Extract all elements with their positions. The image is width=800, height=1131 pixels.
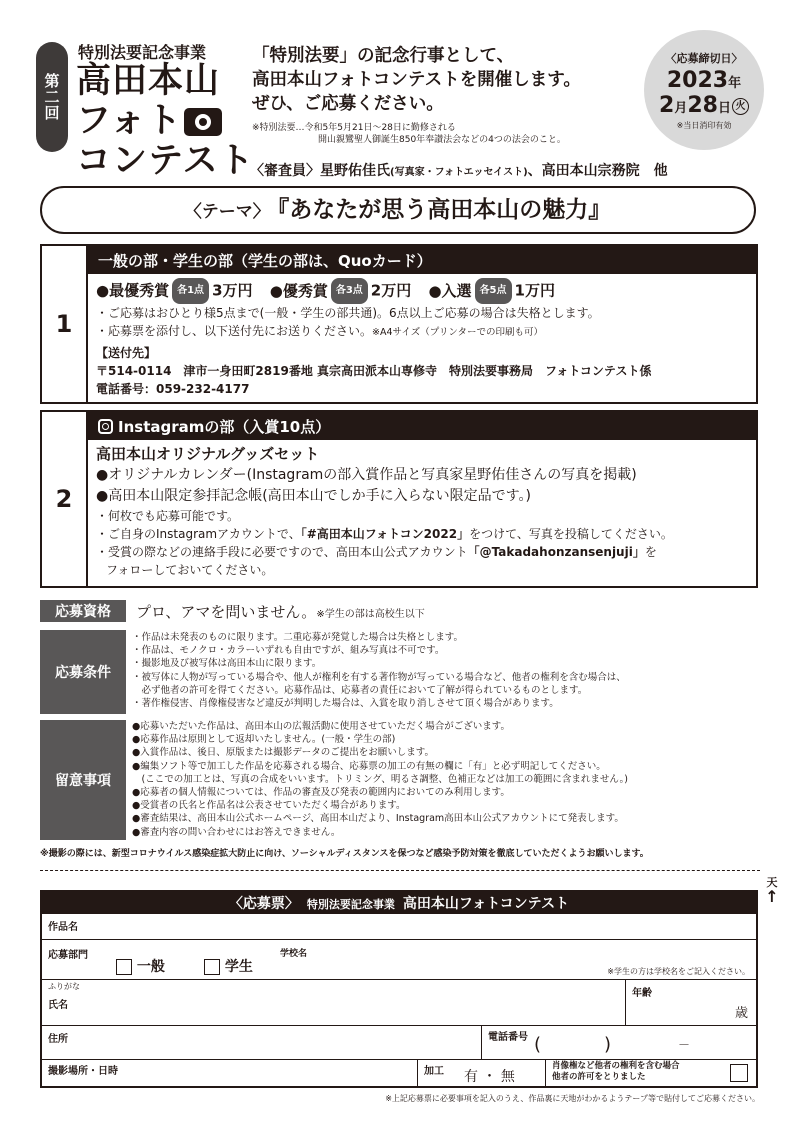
tel-field[interactable]	[482, 1026, 756, 1060]
conditions-label: 応募条件	[40, 630, 126, 714]
title-line2	[76, 101, 222, 141]
dept-row	[42, 940, 756, 980]
school-label: 学校名	[280, 949, 308, 959]
sec1-rule2: ・応募票を添付し、以下送付先にお送りください。	[96, 324, 373, 338]
note-item: ●受賞者の氏名と作品名は公表させていただく場合があります。	[132, 800, 406, 812]
judge-role: (写真家・フォトエッセイスト)	[390, 167, 528, 178]
title-line1: 高田本山	[76, 61, 221, 101]
entry-form	[40, 890, 758, 1088]
deadline-note: ※当日消印有効	[676, 121, 732, 130]
tel-label: 電話番号	[488, 1032, 528, 1043]
form-footer-note: ※上記応募票に必要事項を記入のうえ、作品裏に天地がわかるようテープ等で貼付してご応募ください。	[385, 1094, 760, 1103]
condition-item: ・作品は、モノクロ・カラーいずれも自由ですが、組み写真は不可です。	[132, 645, 445, 657]
condition-item: ・作品は未発表のものに限ります。二重応募が発覚した場合は失格とします。	[132, 632, 463, 643]
prize-excellent-amount: 2万円	[370, 281, 412, 300]
edit-label: 加工	[424, 1066, 444, 1077]
general-label: 一般	[136, 959, 165, 975]
sec1-rule2-note: ※A4サイズ（プリンターでの印刷も可）	[372, 327, 543, 338]
student-checkbox[interactable]	[204, 959, 220, 975]
form-title: 〈応募票〉	[228, 896, 299, 912]
prizes-row	[96, 278, 748, 304]
intro-line3: ぜひ、ご応募ください。	[252, 94, 444, 114]
general-checkbox[interactable]	[116, 959, 132, 975]
hashtag: 「#高田本山フォトコン2022」	[300, 527, 470, 541]
goods-title: 高田本山オリジナルグッズセット	[96, 445, 320, 463]
header-subtitle: 特別法要記念事業	[78, 43, 207, 62]
deadline-badge	[644, 30, 764, 150]
address-row	[42, 1026, 756, 1060]
edition-tab: 第二回	[36, 42, 68, 152]
section-instagram	[40, 410, 758, 588]
goods-calendar: ●オリジナルカレンダー(Instagramの部入賞作品と写真家星野佑佳さんの写真を掲載)	[96, 467, 637, 483]
prize-grand: ●最優秀賞	[96, 281, 170, 300]
special-note-line1: ※特別法要…令和5年5月21日～28日に勤修される	[252, 123, 456, 133]
instagram-account: 「@Takadahonzansenjuji」	[467, 545, 645, 559]
note-item: ●応募者の個人情報については、作品の審査及び発表の範囲内においてのみ利用します。	[132, 787, 510, 799]
prize-selected: ●入選	[428, 281, 472, 300]
address-label: 住所	[48, 1034, 68, 1045]
prize-grand-amount: 3万円	[212, 281, 253, 300]
condition-item: ・著作権侵害、肖像権侵害など違反が判明した場合は、入賞を取り消しさせて頂く場合があります。	[132, 698, 559, 710]
age-label: 年齢	[632, 988, 652, 999]
place-label: 撮影場所・日時	[48, 1066, 118, 1077]
section-number-2: 2	[55, 485, 73, 513]
age-unit: 歳	[734, 1006, 748, 1021]
deadline-month: 2	[659, 93, 675, 118]
sec2-rule2-end: をつけて、写真を投稿してください。	[469, 527, 673, 541]
tel-paren-close: )	[604, 1034, 612, 1055]
place-field[interactable]	[42, 1060, 418, 1086]
address-field[interactable]	[42, 1026, 482, 1060]
prize-excellent: ●優秀賞	[269, 281, 328, 300]
name-row	[42, 980, 756, 1026]
qualification-label: 応募資格	[40, 600, 126, 622]
note-item: ●審査結果は、高田本山公式ホームページ、高田本山だより、Instagram高田本山公式アカウントにて発表します。	[132, 813, 624, 825]
note-item: ●応募作品は原則として返却いたしません。(一般・学生の部)	[132, 734, 396, 746]
title-line3: コンテスト	[76, 141, 255, 181]
place-row	[42, 1060, 756, 1086]
form-subtitle: 特別法要記念事業	[306, 898, 395, 911]
special-note-line2: 開山親鸞聖人御誕生850年奉讃法会などの4つの法会のこと。	[318, 135, 566, 145]
cut-line	[40, 870, 760, 871]
deadline-year: 2023	[666, 68, 729, 93]
form-header	[42, 892, 756, 914]
rights-checkbox[interactable]	[730, 1064, 748, 1082]
camera-icon	[184, 108, 222, 136]
condition-item: 必ず他者の許可を得てください。応募作品は、応募者の責任において了解が得られているものとします。	[132, 684, 588, 696]
note-item: ●編集ソフト等で加工した作品を応募される場合、応募票の加工の有無の欄に「有」と必ず明記してください。	[132, 760, 606, 772]
section-general	[40, 244, 758, 404]
intro-text	[252, 44, 581, 116]
tel-paren-open: (	[534, 1034, 542, 1055]
deadline-month-unit: 月	[674, 101, 688, 116]
prize-grand-count: 各1点	[172, 278, 209, 304]
theme-banner	[40, 186, 756, 234]
qualification-text	[136, 601, 425, 622]
sec2-rule4: フォローしておいてください。	[106, 563, 274, 577]
goods-notebook: ●高田本山限定参拝記念帳(高田本山でしか手に入らない限定品です。)	[96, 488, 532, 504]
note-item: ●審査内容の問い合わせにはお答えできません。	[132, 826, 341, 838]
dept-student[interactable]	[204, 956, 253, 976]
note-item: ●応募いただいた作品は、高田本山の広報活動に使用させていただく場合がございます。	[132, 721, 511, 732]
note-item: ●入賞作品は、後日、原版または撮影データのご提出をお願いします。	[132, 747, 435, 759]
sec2-rule3-end: を	[644, 545, 657, 559]
notes-label: 留意事項	[40, 720, 126, 840]
prize-selected-count: 各5点	[475, 278, 512, 304]
title-photo: フォト	[76, 101, 183, 141]
conditions-list	[132, 631, 758, 710]
judges	[250, 160, 668, 180]
name-label: 氏名	[48, 1000, 68, 1011]
work-title-label: 作品名	[48, 922, 78, 933]
sec2-rule2: ・ご自身のInstagramアカウントで、	[96, 527, 301, 541]
judge-label: 〈審査員〉	[250, 163, 320, 179]
form-contest-name: 高田本山フォトコンテスト	[402, 896, 570, 912]
rights-line1: 肖像権など他者の権利を含む場合	[552, 1061, 680, 1071]
deadline-label: 〈応募締切日〉	[665, 52, 743, 65]
intro-line2: 高田本山フォトコンテストを開催します。	[252, 70, 581, 90]
intro-line1: 「特別法要」の記念行事として、	[252, 46, 515, 66]
rights-field	[546, 1060, 756, 1086]
top-indicator	[762, 874, 782, 904]
edit-field[interactable]	[418, 1060, 546, 1086]
name-field[interactable]	[42, 980, 626, 1026]
furigana-label: ふりがな	[48, 982, 80, 991]
dept-label: 応募部門	[48, 950, 88, 961]
notes-list	[132, 720, 758, 839]
prize-selected-amount: 1万円	[514, 281, 555, 300]
special-note	[252, 122, 566, 146]
dest-address: 〒514-0114 津市一身田町2819番地 真宗高田派本山専修寺 特別法要事務局 フォトコンテスト係	[96, 364, 652, 378]
qualification-note: ※学生の部は高校生以下	[316, 609, 425, 620]
dept-general[interactable]	[116, 956, 165, 976]
condition-item: ・被写体に人物が写っている場合や、他人が権利を有する著作物が写っている場合など、他者の権利を含む場合は、	[132, 671, 626, 683]
work-title-field[interactable]	[42, 914, 756, 940]
arrow-up-icon: ↑	[765, 887, 779, 906]
deadline-day-unit: 日	[717, 101, 731, 116]
deadline-day: 28	[687, 93, 718, 118]
student-label: 学生	[224, 959, 253, 975]
section-number-1: 1	[55, 310, 73, 338]
top-label: 天	[766, 876, 778, 889]
dest-label: 【送付先】	[96, 346, 157, 360]
section-instagram-title: Instagramの部（入賞10点）	[118, 418, 331, 436]
section-instagram-bar	[88, 412, 756, 440]
deadline-weekday: 火	[732, 98, 749, 115]
sec2-rule3: ・受賞の際などの連絡手段に必要ですので、高田本山公式アカウント	[96, 545, 468, 559]
deadline-year-unit: 年	[728, 76, 742, 91]
note-item: (ここでの加工とは、写真の合成をいいます。トリミング、明るさ調整、色補正などは加工の範囲に含まれません。)	[132, 773, 628, 785]
judge-rest: 、高田本山宗務院 他	[527, 163, 668, 179]
condition-item: ・撮影地及び被写体は高田本山に限ります。	[132, 658, 322, 670]
instagram-icon	[98, 419, 113, 434]
judge-name: 星野佑佳氏	[320, 163, 390, 179]
section-general-bar: 一般の部・学生の部（学生の部は、Quoカード）	[88, 246, 756, 274]
theme-text: 『あなたが思う高田本山の魅力』	[277, 197, 612, 223]
edit-options[interactable]: 有 ・ 無	[464, 1069, 515, 1085]
theme-label: 〈テーマ〉	[184, 202, 270, 222]
sec1-rule1: ・ご応募はおひとり様5点まで(一般・学生の部共通)。6点以上ご応募の場合は失格とします。	[96, 306, 600, 320]
age-field[interactable]	[626, 980, 756, 1026]
school-note: ※学生の方は学校名をご記入ください。	[607, 967, 750, 976]
qualification-value: プロ、アマを問いません。	[136, 603, 317, 621]
dest-tel: 電話番号：059-232-4177	[96, 382, 250, 396]
tel-dash: －	[678, 1038, 691, 1052]
covid-note: ※撮影の際には、新型コロナウイルス感染症拡大防止に向け、ソーシャルディスタンスを保つなど感染予防対策を徹底していただくようお願いします。	[40, 849, 649, 859]
sec2-rule1: ・何枚でも応募可能です。	[96, 509, 240, 523]
prize-excellent-count: 各3点	[331, 278, 368, 304]
rights-line2: 他者の許可をとりました	[552, 1072, 646, 1082]
